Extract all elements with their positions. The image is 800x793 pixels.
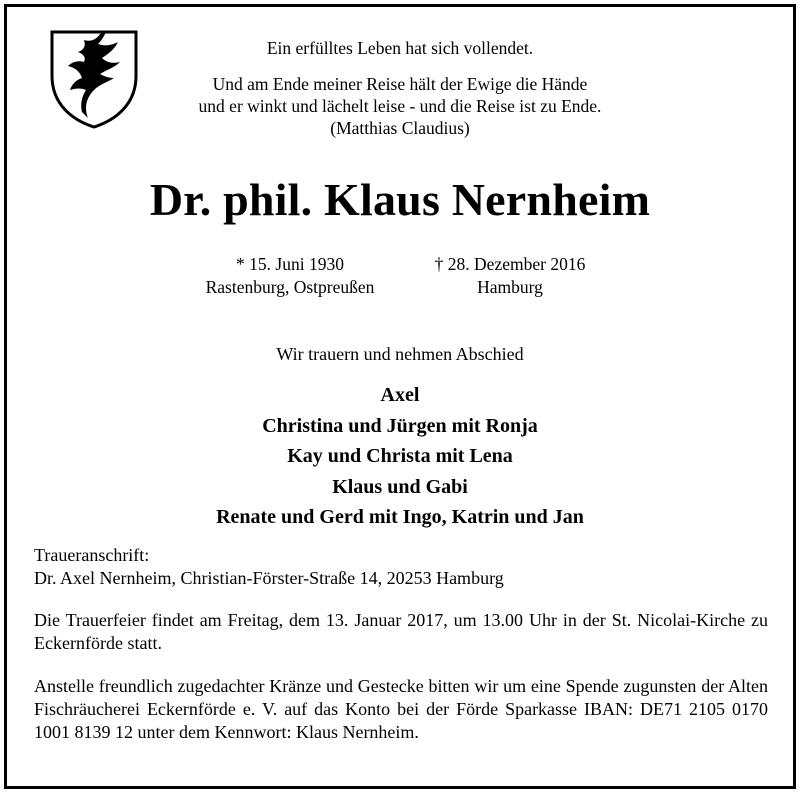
quote-author: (Matthias Claudius) [330,118,470,138]
birth-place: Rastenburg, Ostpreußen [205,277,375,297]
birth-info [185,253,395,299]
quote-line-1: Ein erfülltes Leben hat sich vollendet. [266,38,534,58]
mourner-name: Christina und Jürgen mit Ronja [262,414,538,437]
quote-line-3: und er winkt und lächelt leise - und die Reise ist zu Ende. [198,96,602,116]
death-place: Hamburg [477,277,543,297]
quote-line-2: Und am Ende meiner Reise hält der Ewige die Hände [212,74,588,94]
memorial-quote [0,37,800,139]
ceremony-notice: Die Trauerfeier findet am Freitag, dem 13. Januar 2017, um 13.00 Uhr in der St. Nicolai-Kirche zu Eckernförde statt. [34,610,768,653]
death-info [410,253,610,299]
mourner-name: Kay und Christa mit Lena [287,445,513,467]
mourners-list [0,380,800,533]
donation-notice: Anstelle freundlich zugedachter Kränze und Gestecke bitten wir um eine Spende zugunsten der Alten Fischräucherei Eckernförde e. V. auf das Konto bei der Förde Sparkasse IBAN: DE71 2105 0170 1001 8139 12 unter dem Kennwort: Klaus Nernheim. [34,676,768,742]
mourner-name: Axel [380,384,420,406]
mourner-name: Renate und Gerd mit Ingo, Katrin und Jan [216,506,584,528]
birth-date: * 15. Juni 1930 [236,254,344,274]
address-label: Traueranschrift: [34,545,150,565]
mourning-address [34,544,768,590]
address-value: Dr. Axel Nernheim, Christian-Förster-Straße 14, 20253 Hamburg [34,568,504,588]
death-date: † 28. Dezember 2016 [434,254,586,274]
mourner-name: Klaus und Gabi [332,475,468,498]
mourners-intro: Wir trauern und nehmen Abschied [276,344,524,364]
deceased-name: Dr. phil. Klaus Nernheim [149,174,651,225]
